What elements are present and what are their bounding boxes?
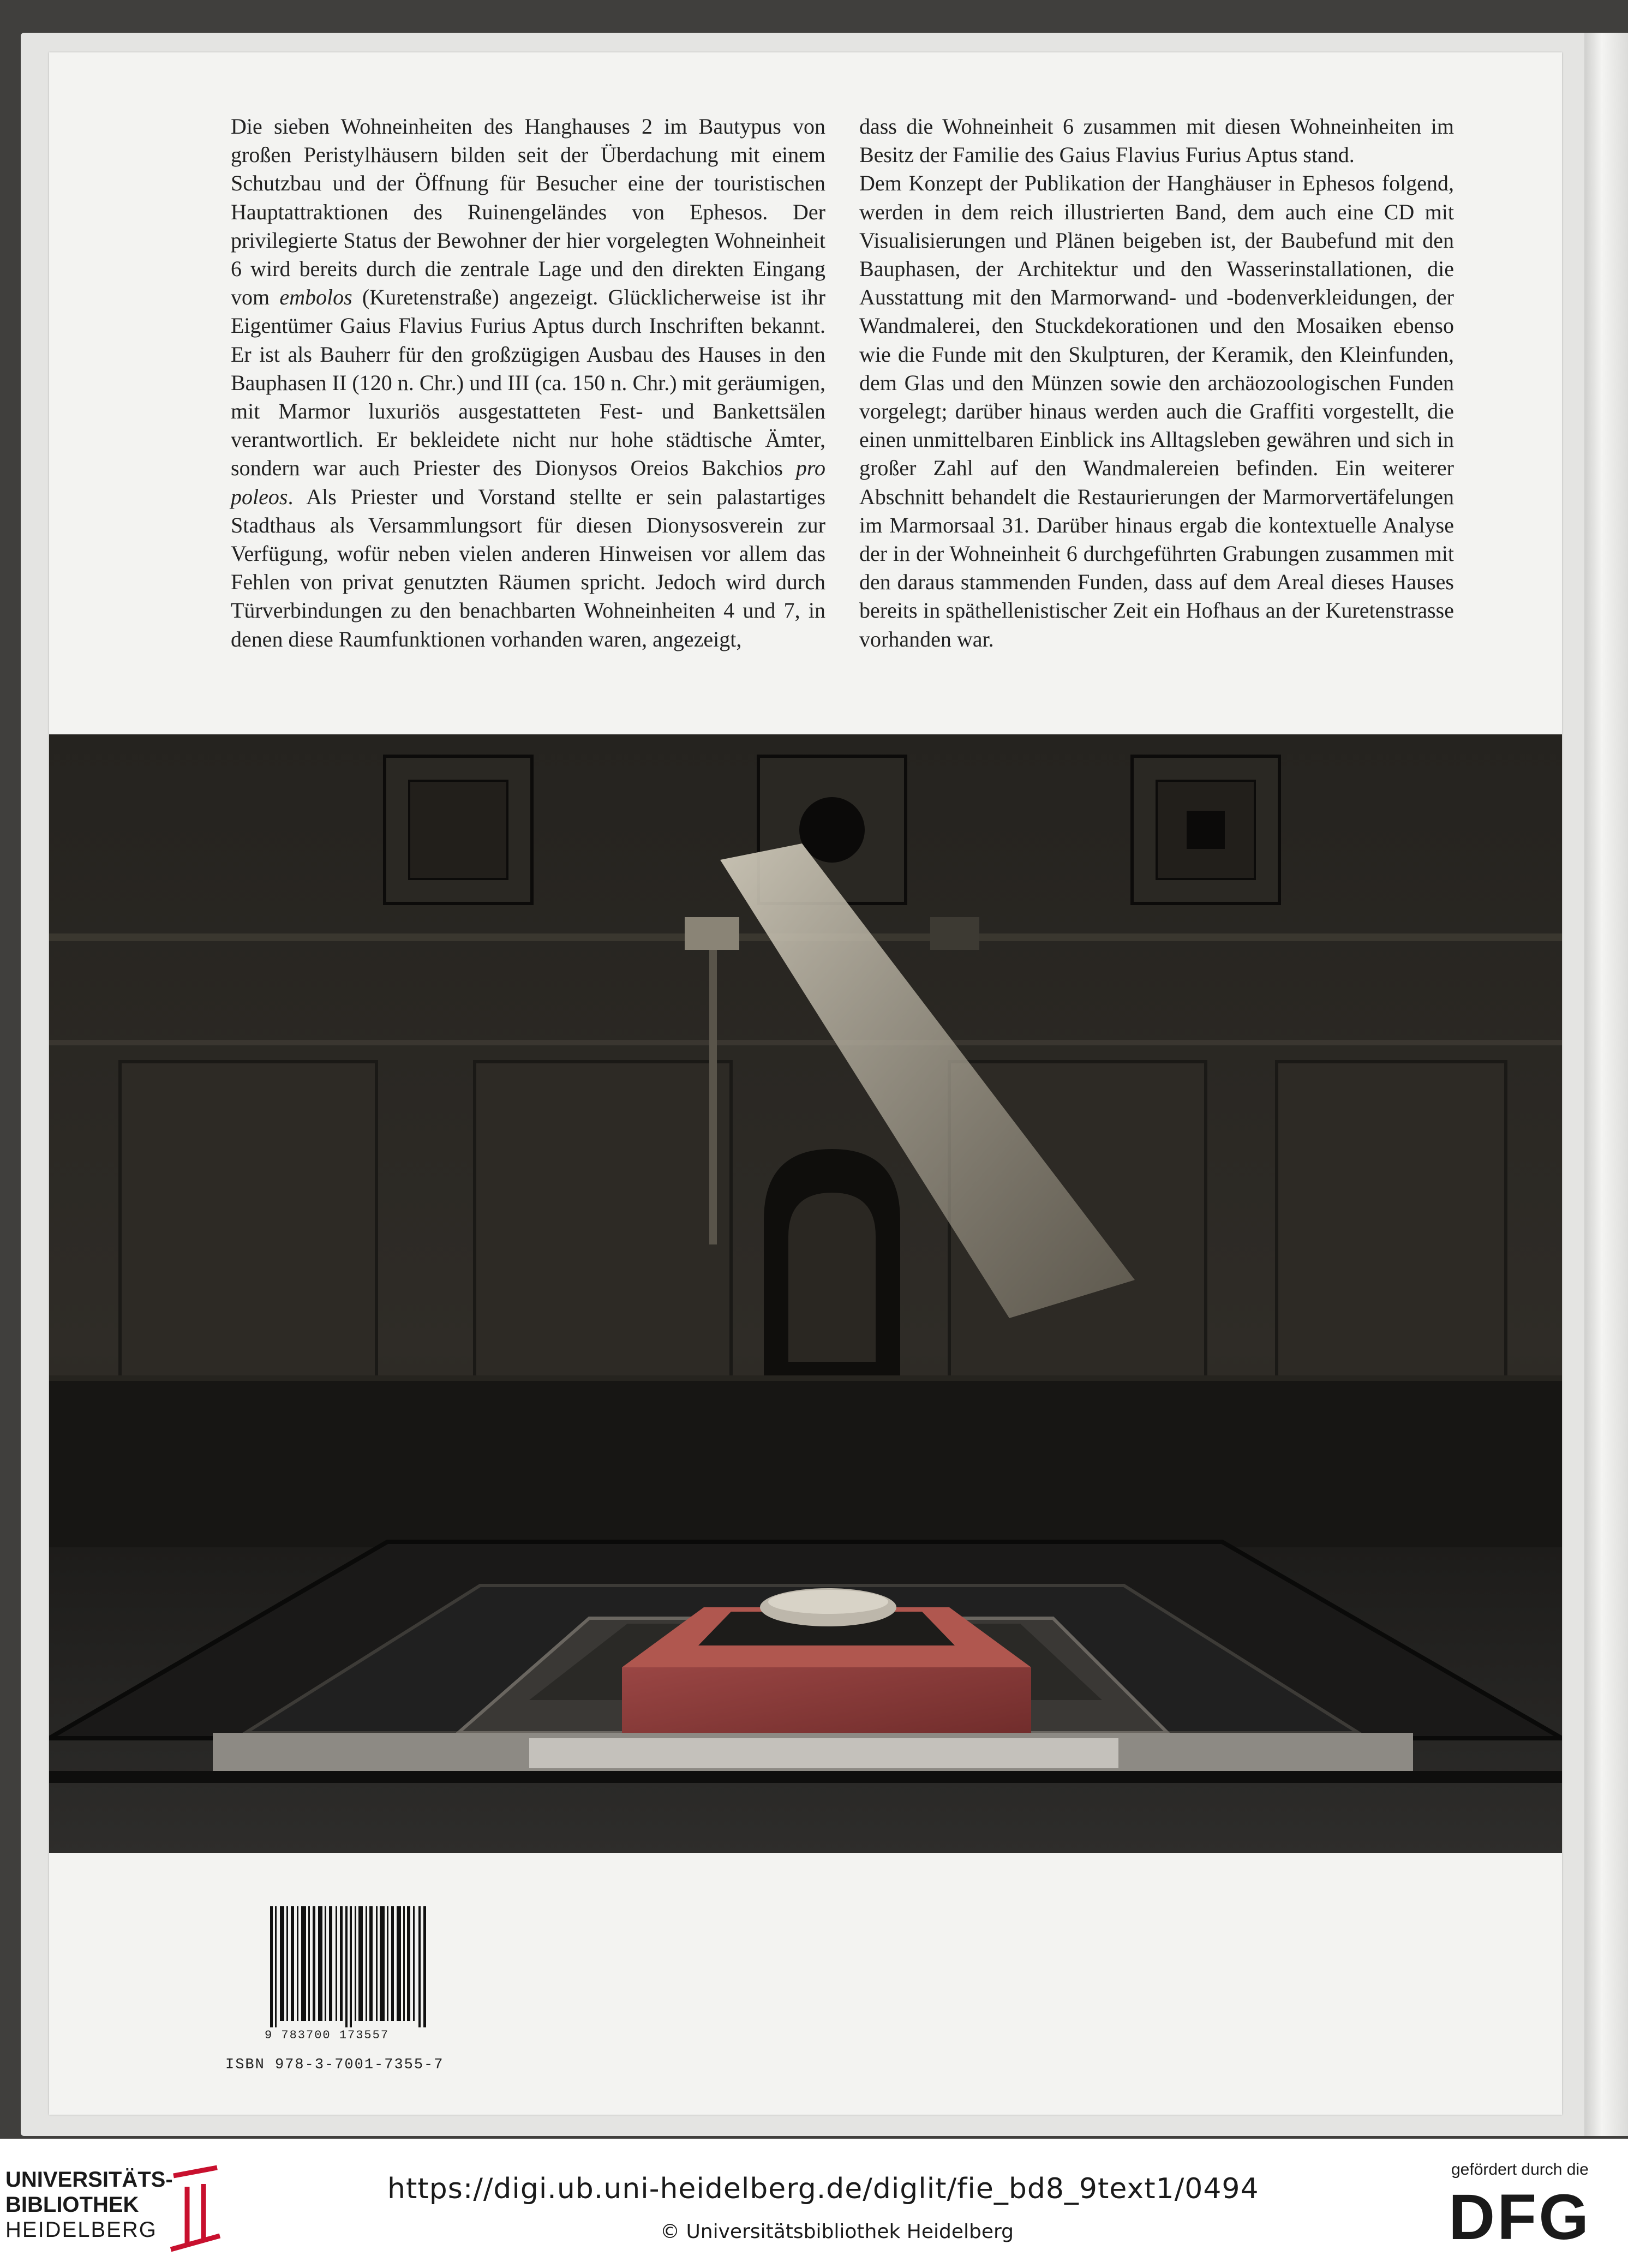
book-spine — [1584, 33, 1628, 2136]
dfg-logo: DFG — [1449, 2181, 1591, 2253]
library-name — [5, 2167, 173, 2242]
library-name-line: UNIVERSITÄTS- — [5, 2168, 173, 2192]
blurb-column-left — [231, 112, 825, 654]
ub-heidelberg-logo-icon — [163, 2165, 228, 2255]
barcode-digits: 9 783700 173557 — [265, 2028, 390, 2042]
blurb-italic: embolos — [279, 285, 352, 310]
blurb-text: (Kuretenstraße) angezeigt. Glücklicherweise ist ihr Eigentümer Gaius Flavius Furius Aptus durch Inschriften bekannt. Er ist als Bauherr für den großzügigen Ausbau des Hauses in den Bauphasen II (120 n. Chr.) und III (ca. 150 n. Chr.) mit geräumigen, mit Marmor luxuriös ausgestatteten Fest- und Bankettsälen verantwortlich. Er bekleidete nicht nur hohe städtische Ämter, sondern war auch Priester des Dionysos Oreios Bakchios — [231, 285, 825, 481]
copyright-notice: © Universitätsbibliothek Heidelberg — [660, 2221, 1014, 2243]
blurb-column-right — [859, 112, 1454, 654]
funder-caption: gefördert durch die — [1451, 2161, 1589, 2179]
blurb-text: Die sieben Wohneinheiten des Hanghauses 2 im Bautypus von großen Peristylhäusern bilden seit der Überdachung mit einem Schutzbau und der Öffnung für Besucher eine der touristischen Hauptattraktionen des Ruinengeländes von Ephesos. Der privilegierte Status der Bewohner der hier vorgelegten Wohneinheit 6 wird bereits durch die zentrale Lage und den direkten Eingang vom — [231, 114, 825, 310]
blurb-paragraph: Dem Konzept der Publikation der Hanghäuser in Ephesos folgend, werden in dem reich illustrierten Band, dem auch eine CD mit Visualisierungen und Plänen beigeben ist, der Baubefund mit den Bauphasen, der Architektur und den Wasserinstallationen, die Ausstattung mit den Marmorwand- und -bodenverkleidungen, der Wandmalerei, den Stuckdekorationen und den Mosaiken ebenso wie die Funde mit den Skulpturen, der Keramik, den Kleinfunden, dem Glas und den Münzen sowie den archäozoologischen Funden vorgelegt; darüber hinaus werden auch die Graffiti vorgestellt, die einen unmittelbaren Einblick ins Alltagsleben gewähren und sich in großer Zahl auf den Wandmalereien befinden. Ein weiterer Abschnitt behandelt die Restaurierungen der Marmorvertäfelungen im Marmorsaal 31. Darüber hinaus ergab die kontextuelle Analyse der in der Wohneinheit 6 durchgeführten Grabungen zusammen mit den daraus stammenden Funden, dass auf dem Areal dieses Hauses bereits in späthellenistischer Zeit ein Hofhaus an der Kuretenstrasse vorhanden war. — [859, 171, 1454, 651]
library-name-line: HEIDELBERG — [5, 2218, 157, 2242]
marble-hall-illustration — [49, 734, 1562, 1853]
blurb-text: . Als Priester und Vorstand stellte er sein palastartiges Stadthaus als Versammlungsort für diesen Dionysosverein zur Verfügung, wofür neben vielen anderen Hinweisen vor allem das Fehlen von privat genutzten Räumen spricht. Jedoch wird durch Türverbindungen zu den benachbarten Wohneinheiten 4 und 7, in denen diese Raumfunktionen vorhanden waren, angezeigt, — [231, 484, 825, 651]
digitization-footer — [0, 2139, 1628, 2268]
isbn-text: ISBN 978-3-7001-7355-7 — [225, 2057, 444, 2073]
blurb-paragraph — [231, 112, 825, 654]
cover-panel — [49, 52, 1562, 2115]
library-name-line: BIBLIOTHEK — [5, 2193, 139, 2217]
blurb-paragraph: dass die Wohneinheit 6 zusammen mit diesen Wohneinheiten im Besitz der Familie des Gaius Flavius Furius Aptus stand. — [859, 114, 1454, 167]
barcode-icon — [270, 1906, 428, 2030]
blurb-italic: pro poleos — [231, 456, 825, 509]
barcode-bars — [270, 1906, 428, 2027]
permalink-url[interactable]: https://digi.ub.uni-heidelberg.de/diglit/fie_bd8_9text1/0494 — [387, 2173, 1259, 2205]
reconstruction-image — [49, 734, 1562, 1853]
